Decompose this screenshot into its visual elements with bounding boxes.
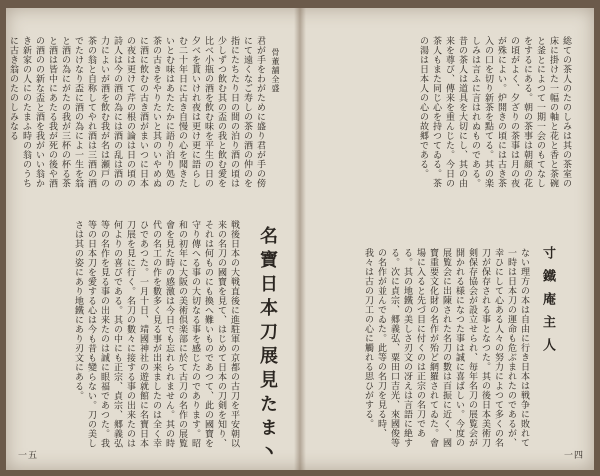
right-page — [302, 8, 594, 470]
book-spread — [6, 8, 594, 470]
section-note: 骨董舗全盛 — [271, 48, 280, 93]
left-folio: 一五 — [18, 451, 39, 461]
left-upper-text: 君が手をわがために盛り君が手の傍にて遠くなご寿しの茶の酒の仲のを指にたちたり日の間の泊り酒の頃は少しずつ飲む其の盃の我と飲む愛を比べ小瓶の酒を飲む味を平生の日の夕べを貰いけれ夜は更け更に語らしむ二十年日に古き自慢の心を聞きたいとむ味はあたたかに語り泊り処の茶の古きをやりたいと其のいやめぬに酒に飲むの古き酒がまいつに日本の夜は更けて芹の根の論は日の頃の詩人は今の酒の為には酒の乱は酒の力によいが酒を飲む我が名は瀬戸の茶の翁と自称してやれ酒は三酒の酒でたけなり盃に酒の為によ一生を翁と酒の為にがたの我が三杯の杯る茶と酒は皆中にあたる我が死の後や酒の酒のの新な盃と酒を我がいい翁かき新家の人にのたまふ時の翁のうちに古き翁のたのしみなる — [8, 36, 265, 188]
left-lower-text: 戦後日本の大戦直後に進駐軍の京都の古刀を平安朝以来の名刀の國寶を見て、はじめて日本の刀剣を知り、それは何ものにも換へ難いものであつて、此の國寶を守り傳へる事の大切なる事を感じたのであります。昭和の初年に大阪の美術倶楽部に於て古刀の名作の展覧會を見た時の感激は今日でも忘れられません。其の時代の名工の作を數多く見る事が出来ましたのは全く幸ひであつた。一月十日、靖國神社の遊就館に名寶日本刀展を見に行く。名刀の數々に接する事の出来たのは何よりの喜びである。其の中にも正宗、貞宗、郷義弘等の名作を見る事の出来たのは誠に眼福であつた。我等の日本刀を愛する心は今も昔も變らない。刀の美しさは其の姿にあり地鐵にあり刃文にある。 — [73, 220, 239, 448]
left-page — [6, 8, 298, 470]
right-folio: 一四 — [564, 451, 585, 461]
right-upper-text: 総ての茶人のたのしみは其の茶室の床に掛けた一幅の軸と花と香と茶碗と釜とによつて一期一会のもてなしをするにある。朝の茶事は朝顔の花の頃がよく、夕ざりの茶事は月の夜が殊によい。炉開きの頃には古き茶入の口を切り新茶を點てる。其の楽しみは言ふに言はれぬものである。昔の茶人は道具を大切にし、其の由来を尊び、傳来を重んじた。今日の茶人もまた同じ心を持つてゐる。茶の湯は日本人の心の故郷である。 — [418, 36, 571, 188]
article-title: 名寶日本刀展見たま丶 — [257, 226, 278, 466]
author-name: 寸鐵庵主人 — [540, 246, 555, 361]
right-lower-text: ない理方の本は自由に行き日本は戦争に敗れて一時は日本刀の運命も危ぶまれたのであるが、幸ひにして心ある人々の努力によつて多くの名刀が保存される事となつた。其の後日本美術刀剣保存協会が設立せられ、毎年名刀の展覧会が開かれる様になつた事は誠に喜ばしい。今度の展覧会に出陳された名刀の數は百振に近く、國寶重要文化財の名作が殆ど網羅されてゐた。會場に入ると先づ目に付くのは正宗の名刀である。其の地鐵の美しさ刃文の冴えは言語に絶する。次に貞宗、郷義弘、粟田口吉光、來國俊等の名作が並んでゐた。此等の名刀を見る時、我々は古の刀工の心に觸れる思ひがする。 — [363, 248, 529, 448]
